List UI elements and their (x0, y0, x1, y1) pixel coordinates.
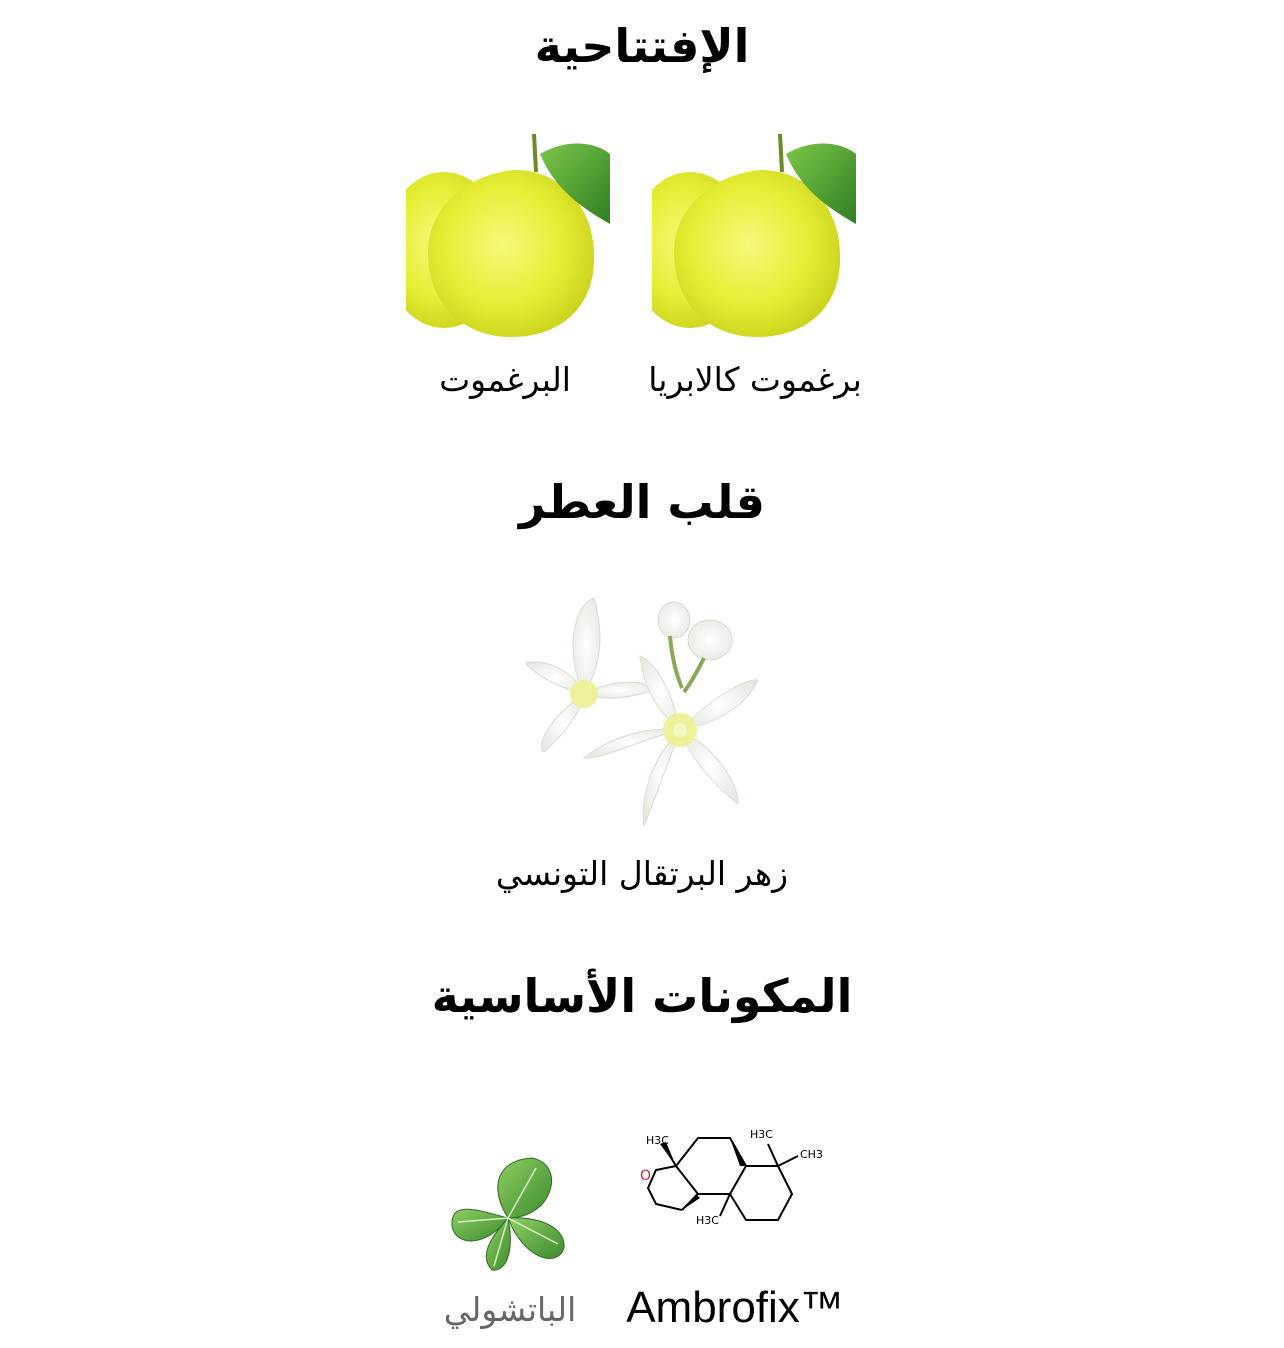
bergamot-label: البرغموت (439, 360, 571, 399)
heart-notes-heading: قلب العطر (518, 475, 766, 529)
ambrofix-molecule-icon (636, 1124, 828, 1232)
tunisian-orange-blossom-label: زهر البرتقال التونسي (495, 854, 789, 893)
bergamot-image (406, 132, 610, 338)
bergamot-fruit-icon (406, 132, 610, 338)
bergamot-calabria-image (652, 132, 856, 338)
bergamot-calabria-label: برغموت كالابريا (648, 360, 862, 399)
ambrofix-molecule-image (636, 1124, 828, 1232)
patchouli-image (448, 1156, 570, 1272)
orange-blossom-image (526, 598, 762, 830)
oxygen-label: O (640, 1168, 652, 1184)
ambrofix-label: Ambrofix™ (626, 1283, 844, 1332)
top-notes-heading: الإفتتاحية (534, 19, 750, 73)
methyl-label: CH3 (800, 1148, 823, 1161)
patchouli-leaf-icon (448, 1156, 570, 1272)
orange-blossom-icon (526, 598, 762, 830)
methyl-label: H3C (646, 1134, 669, 1147)
patchouli-label: الباتشولي (443, 1290, 577, 1329)
methyl-label: H3C (750, 1128, 773, 1141)
methyl-label: H3C (696, 1214, 719, 1227)
bergamot-fruit-icon (652, 132, 856, 338)
base-notes-heading: المكونات الأساسية (431, 969, 853, 1023)
